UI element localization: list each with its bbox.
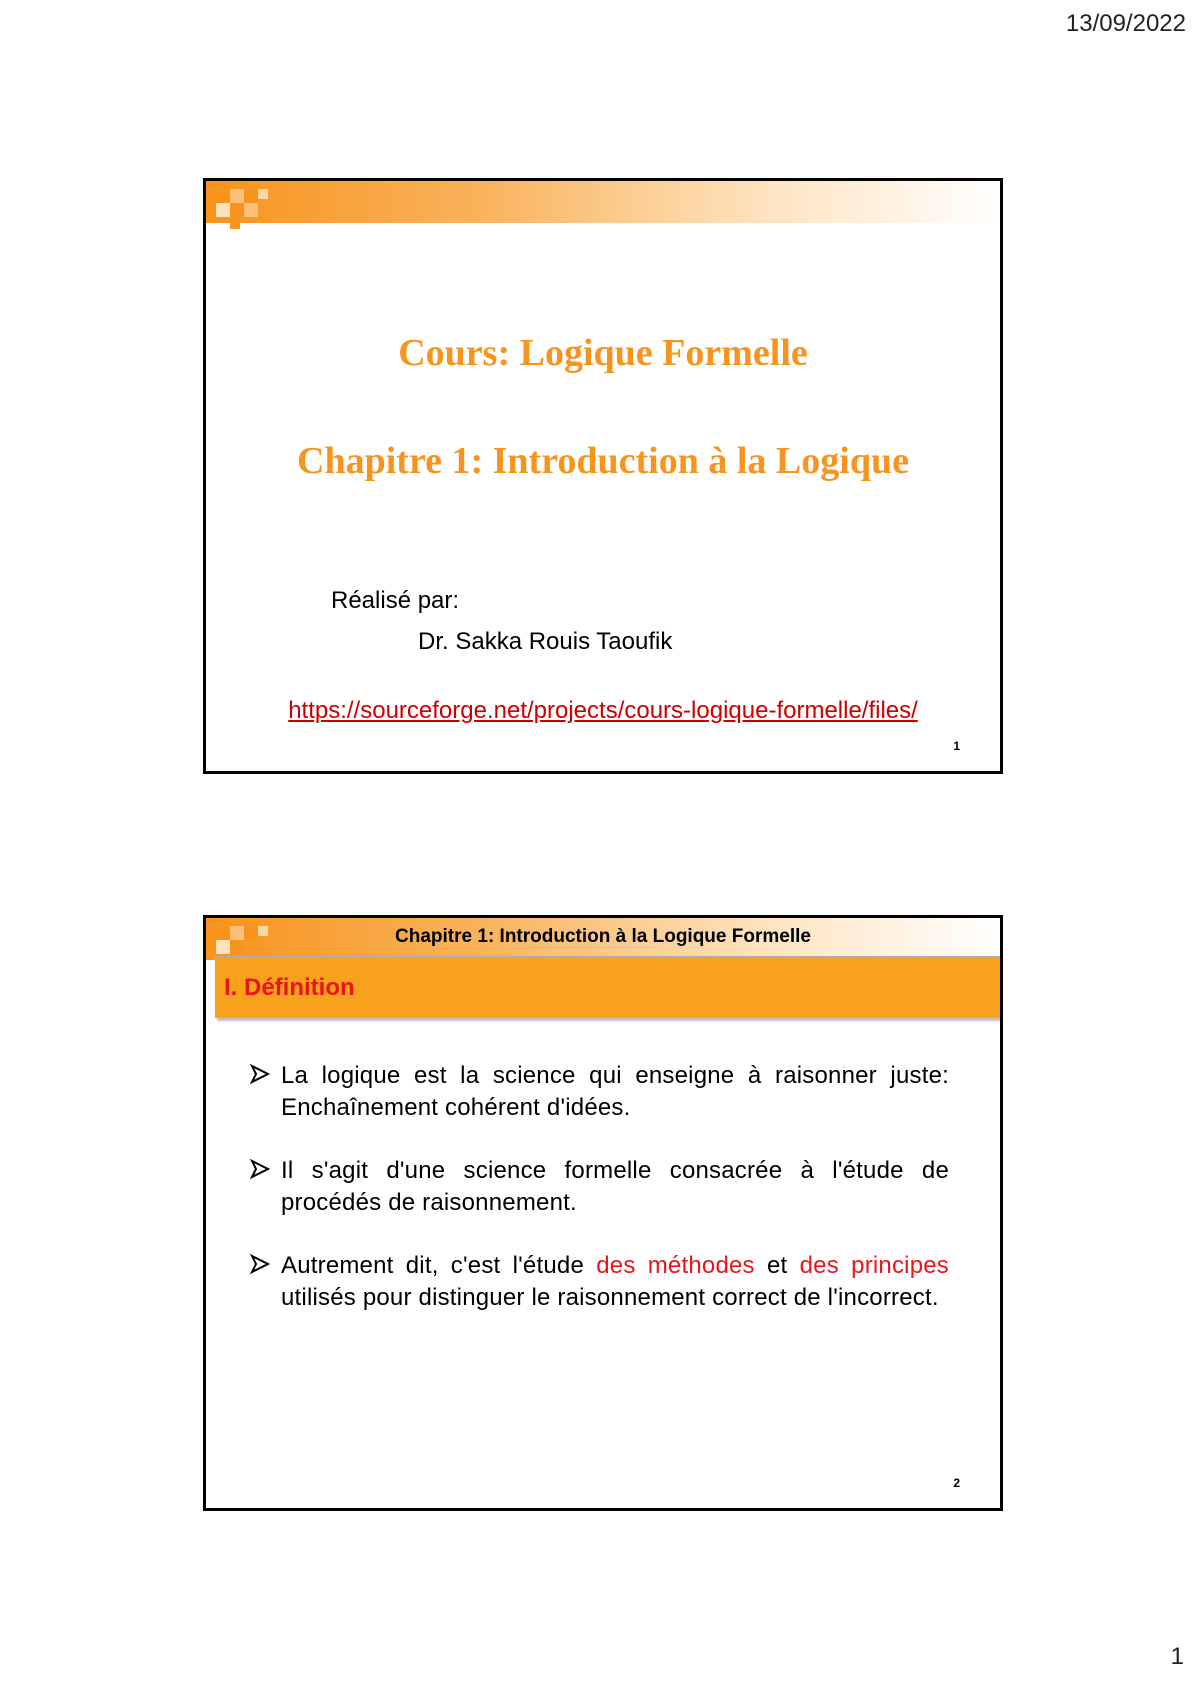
list-item: [249, 1060, 949, 1124]
bullet-text: [281, 1250, 949, 1314]
slide-number: 2: [953, 1476, 960, 1490]
highlighted-term: des méthodes: [596, 1252, 755, 1279]
slide-1: [203, 178, 1003, 774]
section-title: I. Définition: [224, 974, 355, 1001]
list-item: [249, 1250, 949, 1314]
chapter-header: Chapitre 1: Introduction à la Logique Formelle: [395, 926, 811, 947]
author-name: Dr. Sakka Rouis Taoufik: [418, 628, 673, 655]
section-bar: [215, 956, 1000, 1018]
author-label: Réalisé par:: [331, 587, 460, 614]
bullet-text-part: Autrement dit, c'est l'étude: [281, 1252, 597, 1279]
course-files-link[interactable]: https://sourceforge.net/projects/cours-logique-formelle/files/: [288, 697, 918, 724]
bullet-text-part: Il s'agit d'une science formelle consacrée à l'étude de procédés de raisonnement.: [281, 1157, 949, 1216]
bullet-text-part: et: [754, 1252, 800, 1279]
bullet-text: [281, 1155, 949, 1219]
arrow-bullet-icon: [249, 1063, 271, 1090]
slide-number: 1: [953, 739, 960, 753]
bullet-text-part: utilisés pour distinguer le raisonnement correct de l'incorrect.: [281, 1284, 939, 1311]
bullet-list: [249, 1060, 949, 1345]
page-date: 13/09/2022: [1065, 10, 1186, 37]
highlighted-term: des principes: [799, 1252, 949, 1279]
bullet-text-part: La logique est la science qui enseigne à raisonner juste: Enchaînement cohérent d'idées.: [281, 1062, 949, 1121]
course-title: Cours: Logique Formelle: [398, 332, 808, 374]
top-gradient-band: [206, 181, 1000, 223]
orange-squares-decoration-icon: [206, 181, 296, 231]
slide-2: [203, 915, 1003, 1511]
arrow-bullet-icon: [249, 1158, 271, 1185]
bullet-text: [281, 1060, 949, 1124]
list-item: [249, 1155, 949, 1219]
arrow-bullet-icon: [249, 1253, 271, 1280]
page-number: 1: [1170, 1643, 1184, 1670]
chapter-title: Chapitre 1: Introduction à la Logique: [297, 440, 909, 482]
